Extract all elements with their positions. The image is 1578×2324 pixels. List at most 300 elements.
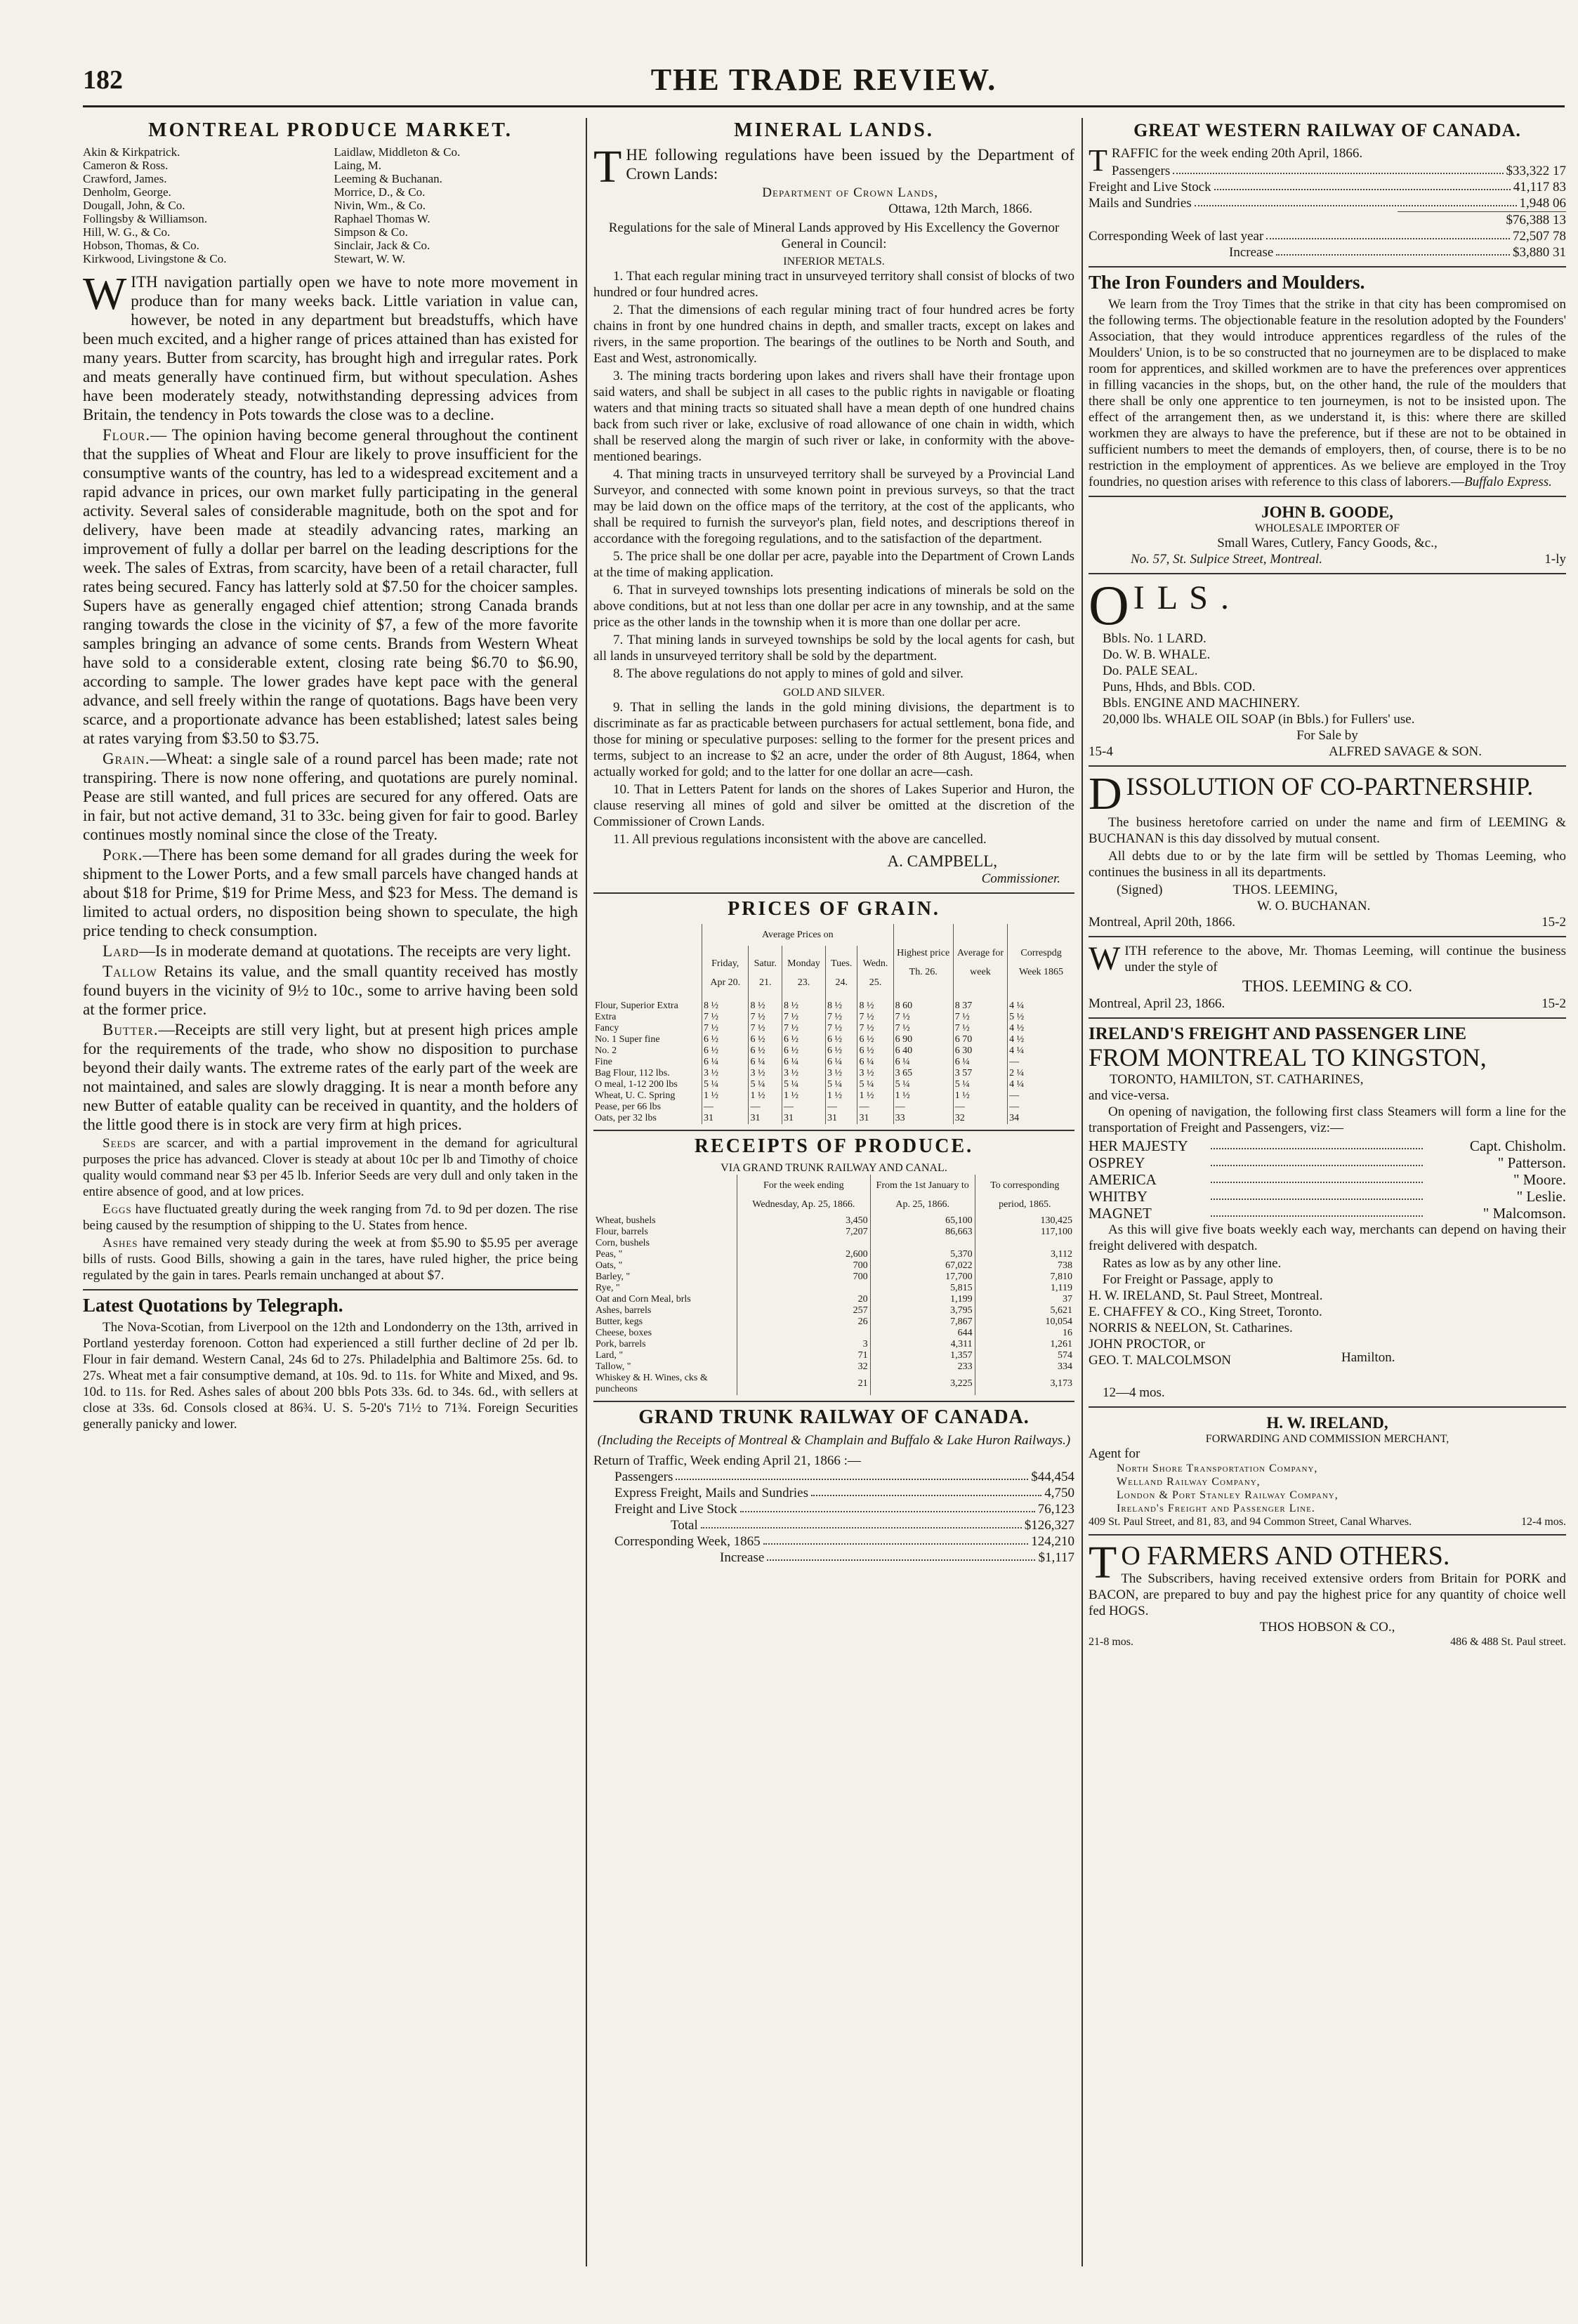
agent-line: GEO. T. MALCOLMSON	[1089, 1353, 1232, 1368]
regulation-paragraph: 11. All previous regulations inconsistent with the above are cancelled.	[613, 832, 987, 847]
signer-title: Commissioner.	[981, 871, 1060, 886]
grain-cell: 6 ¼	[893, 1057, 953, 1068]
grain-row-label: No. 1 Super fine	[595, 1034, 660, 1045]
grain-cell: 1 ½	[893, 1090, 953, 1102]
receipts-cell: 7,810	[975, 1272, 1074, 1283]
oil-item: Do. PALE SEAL.	[1103, 663, 1198, 678]
column-3	[1089, 118, 1566, 1649]
grain-cell: 3 ½	[782, 1068, 826, 1079]
grain-cell: 31	[749, 1113, 782, 1124]
grain-cell: 7 ½	[702, 1023, 749, 1034]
grain-cell: 6 ½	[702, 1045, 749, 1057]
grain-cell: 8 ½	[857, 1001, 893, 1012]
grain-cell: 5 ¼	[749, 1079, 782, 1090]
merchant-name: Raphael Thomas W.	[334, 212, 430, 225]
receipts-cell: 7,207	[737, 1227, 871, 1238]
ship-row	[1089, 1188, 1566, 1205]
oil-item: 20,000 lbs. WHALE OIL SOAP (in Bbls.) for Fullers' use.	[1103, 712, 1415, 727]
receipts-row-label: Ashes, barrels	[596, 1305, 652, 1316]
farmers-body: The Subscribers, having received extensive orders from Britain for PORK and BACON, are prepared to buy and pay the highest price for any quantity of choice well fed HOGS.	[1089, 1571, 1566, 1618]
ireland-line4: and vice-versa.	[1089, 1088, 1169, 1103]
grain-cell: 3 ½	[749, 1068, 782, 1079]
dept-line: Department of Crown Lands,	[762, 185, 939, 200]
merchant-name: Nivin, Wm., & Co.	[334, 199, 426, 212]
grain-col-header: Tues. 24.	[825, 946, 857, 1001]
signer: A. CAMPBELL,	[887, 852, 997, 870]
section-rule	[1089, 1534, 1566, 1536]
grain-cell: 6 ¼	[953, 1057, 1007, 1068]
oils-items	[1089, 630, 1566, 727]
produce-market-title: MONTREAL PRODUCE MARKET.	[148, 119, 513, 141]
receipts-cell: 71	[737, 1350, 871, 1361]
grain-cell: 3 ½	[857, 1068, 893, 1079]
company-name: London & Port Stanley Railway Company,	[1117, 1489, 1339, 1501]
grain-cell: 1 ½	[782, 1090, 826, 1102]
grain-cell: 7 ½	[953, 1023, 1007, 1034]
receipts-cell: 5,370	[870, 1249, 975, 1260]
gtr-row-label: Express Freight, Mails and Sundries	[614, 1486, 809, 1500]
gwr-row-label: Passengers	[1111, 164, 1171, 178]
receipts-cell: 37	[975, 1294, 1074, 1305]
ireland-p2: Rates as low as by any other line.	[1103, 1256, 1282, 1271]
grain-cell: —	[1008, 1102, 1074, 1113]
grain-cell: 8 37	[953, 1001, 1007, 1012]
receipts-cell: 257	[737, 1305, 871, 1316]
agent-line: NORRIS & NEELON, St. Catharines.	[1089, 1321, 1293, 1335]
grain-cell: 4 ½	[1008, 1023, 1074, 1034]
company-name: Welland Railway Company,	[1117, 1476, 1261, 1488]
receipts-row-label: Barley, "	[596, 1272, 631, 1282]
gwr-row-label: Mails and Sundries	[1089, 196, 1192, 211]
receipts-row	[593, 1316, 1074, 1328]
grain-cell: 3 ½	[702, 1068, 749, 1079]
regulation-paragraph: 8. The above regulations do not apply to mines of gold and silver.	[613, 666, 964, 681]
grain-row	[593, 1102, 1074, 1113]
receipts-cell: 1,119	[975, 1283, 1074, 1294]
receipts-row	[593, 1305, 1074, 1316]
grain-cell: 34	[1008, 1113, 1074, 1124]
gold-silver-head: GOLD AND SILVER.	[783, 687, 885, 699]
gtr-row	[614, 1485, 1074, 1501]
grain-row	[593, 1023, 1074, 1034]
grain-cell: 1 ½	[857, 1090, 893, 1102]
grain-cell: 7 ½	[782, 1012, 826, 1023]
grain-row-label: Fine	[595, 1057, 612, 1067]
receipts-row	[593, 1238, 1074, 1249]
oils-seller: 15-4 ALFRED SAVAGE & SON.	[1089, 744, 1482, 759]
ship-captain: " Patterson.	[1497, 1154, 1566, 1171]
receipts-cell: 334	[975, 1361, 1074, 1373]
receipts-cell: 574	[975, 1350, 1074, 1361]
column-2	[593, 118, 1074, 1566]
grain-cell: 4 ¼	[1008, 1045, 1074, 1057]
grain-cell: 4 ¼	[1008, 1001, 1074, 1012]
grain-cell: 6 40	[893, 1045, 953, 1057]
iron-founders-title: The Iron Founders and Moulders.	[1089, 272, 1365, 293]
ship-name: WHITBY	[1089, 1188, 1148, 1205]
goode-line1: WHOLESALE IMPORTER OF	[1254, 522, 1400, 534]
merchant-name: Denholm, George.	[83, 185, 171, 199]
grain-cell: 4 ½	[1008, 1034, 1074, 1045]
receipts-cell: 3,112	[975, 1249, 1074, 1260]
grain-prices-title: PRICES OF GRAIN.	[728, 898, 940, 920]
hw-ireland-name: H. W. IRELAND,	[1266, 1414, 1388, 1432]
merchant-list	[83, 145, 578, 265]
grain-cell: —	[893, 1102, 953, 1113]
grain-cell: —	[857, 1102, 893, 1113]
ship-list	[1089, 1137, 1566, 1222]
receipts-cell: 5,815	[870, 1283, 975, 1294]
merchant-name: Cameron & Ross.	[83, 159, 169, 172]
grain-col-header: Correspdg Week 1865	[1008, 924, 1074, 1001]
hw-ireland-ad	[1089, 1413, 1566, 1529]
grain-cell: 31	[825, 1113, 857, 1124]
grain-cell: 7 ½	[857, 1012, 893, 1023]
latest-quotations-title: Latest Quotations by Telegraph.	[83, 1295, 343, 1316]
seeds-paragraph: Seeds are scarcer, and with a partial improvement in the demand for agricultural purposes the price has advanced. Clover is steady at about 10c per lb and Timothy of choice quality would command near $3 per 45 lb. Inferior Seeds are very dull and only taken in the entire absence of good, and at low prices.	[83, 1136, 578, 1199]
dissolution-ad: DISSOLUTION OF CO-PARTNERSHIP. The business heretofore carried on under the name and firm of LEEMING & BUCHANAN is this day dissolved by mutual consent. All debts due to or by the late firm will be settled by Thomas Leeming, who continues the business in all its departments. (Signed) THOS. LEEMING, W. O. BUCHANAN. Montreal, April 20th, 1866. 15-2	[1089, 768, 1566, 930]
gwr-row	[1089, 195, 1566, 211]
regulation-paragraph: 4. That mining tracts in unsurveyed territory shall be surveyed by a Provincial Land Surveyor, and connected with some known point in previous surveys, so that the tract may be laid down on the office maps of the territory, at the cost of the applicants, who shall be required to furnish the surveyor's plan, field notes, and descriptions thereof in accordance with the foregoing regulations, and to the satisfaction of the department.	[593, 467, 1074, 546]
receipts-table	[593, 1175, 1074, 1395]
inferior-metals-head: INFERIOR METALS.	[783, 256, 885, 268]
grain-row	[593, 1045, 1074, 1057]
receipts-cell: 1,261	[975, 1339, 1074, 1350]
section-rule	[1089, 496, 1566, 497]
grain-cell: 6 ½	[782, 1034, 826, 1045]
receipts-cell: 10,054	[975, 1316, 1074, 1328]
header-rule	[83, 105, 1565, 107]
ship-captain: " Moore.	[1513, 1171, 1566, 1188]
receipts-cell: 700	[737, 1260, 871, 1272]
oils-for-sale: For Sale by	[1296, 728, 1358, 743]
grain-cell: 3 ½	[825, 1068, 857, 1079]
ireland-intro: On opening of navigation, the following first class Steamers will form a line for the transportation of Freight and Passengers, viz:—	[1089, 1104, 1566, 1135]
grain-cell: —	[749, 1102, 782, 1113]
page-number: 182	[83, 65, 123, 95]
grain-cell: 8 ½	[702, 1001, 749, 1012]
grain-paragraph: Grain.—Wheat: a single sale of a round parcel has been made; rate not transpiring. There is now none offering, and quotations are purely nominal. Pease are still wanted, and full prices are secured for any offered. Oats are in fair, but not active demand, 31 to 33c. being given for fair to good. Barley continues mostly nominal since the close of the Treaty.	[83, 750, 578, 843]
receipts-cell: 26	[737, 1316, 871, 1328]
grain-col-header: Monday 23.	[782, 946, 826, 1001]
grain-cell: 3 65	[893, 1068, 953, 1079]
grain-cell: —	[953, 1102, 1007, 1113]
gtr-increase: Increase $1,117	[720, 1550, 1074, 1565]
gwr-title: GREAT WESTERN RAILWAY OF CANADA.	[1133, 120, 1521, 140]
gtr-row-value: 4,750	[1044, 1486, 1074, 1500]
receipts-row	[593, 1249, 1074, 1260]
section-rule	[1089, 1406, 1566, 1408]
receipts-row	[593, 1328, 1074, 1339]
grain-cell: —	[825, 1102, 857, 1113]
grain-cell: —	[1008, 1090, 1074, 1102]
ship-row	[1089, 1154, 1566, 1171]
oil-item: Do. W. B. WHALE.	[1103, 647, 1211, 662]
column-rule-1	[586, 118, 587, 2266]
receipts-cell: 1,357	[870, 1350, 975, 1361]
grain-cell: 7 ½	[825, 1023, 857, 1034]
gwr-row	[1089, 179, 1566, 195]
merchant-name: Sinclair, Jack & Co.	[334, 239, 430, 252]
merchant-name: Crawford, James.	[83, 172, 167, 185]
receipts-row-label: Rye, "	[596, 1283, 620, 1293]
oil-item: Puns, Hhds, and Bbls. COD.	[1103, 680, 1256, 694]
grain-cell: 6 ¼	[782, 1057, 826, 1068]
receipts-cell: 700	[737, 1272, 871, 1283]
receipts-cell: 117,100	[975, 1227, 1074, 1238]
gtr-row-label: Passengers	[614, 1470, 673, 1484]
merchant-name: Simpson & Co.	[334, 225, 408, 239]
eggs-paragraph: Eggs have fluctuated greatly during the week ranging from 7d. to 9d per dozen. The rise being caused by the resumption of shipping to the U. States from hence.	[83, 1202, 578, 1233]
dropcap: W	[83, 268, 127, 319]
ireland-code: 12—4 mos.	[1103, 1385, 1165, 1400]
receipts-row-label: Tallow, "	[596, 1361, 631, 1372]
receipts-cell: 2,600	[737, 1249, 871, 1260]
receipts-col-header: To corresponding period, 1865.	[975, 1175, 1074, 1215]
grain-cell: 7 ½	[782, 1023, 826, 1034]
grain-cell: 7 ½	[749, 1023, 782, 1034]
agent-line: H. W. IRELAND, St. Paul Street, Montreal.	[1089, 1288, 1323, 1303]
grain-cell: 31	[782, 1113, 826, 1124]
gtr-total: Total $126,327	[671, 1518, 1074, 1533]
leeming-firm: THOS. LEEMING & CO.	[1242, 977, 1413, 995]
receipts-row	[593, 1272, 1074, 1283]
regulation-paragraph: 1. That each regular mining tract in unsurveyed territory shall consist of blocks of two hundred or four hundred acres.	[593, 269, 1074, 300]
hw-ireland-agent: Agent for	[1089, 1446, 1140, 1461]
grain-cell: 31	[702, 1113, 749, 1124]
section-rule	[1089, 573, 1566, 574]
grain-cell: 33	[893, 1113, 953, 1124]
grain-row-label: Oats, per 32 lbs	[595, 1113, 657, 1123]
agent-line: JOHN PROCTOR, or	[1089, 1337, 1205, 1352]
receipts-cell	[737, 1283, 871, 1294]
grain-cell: 5 ½	[1008, 1012, 1074, 1023]
grain-cell: 2 ¼	[1008, 1068, 1074, 1079]
gwr-intro: TRAFFIC for the week ending 20th April, 1866.	[1089, 143, 1363, 178]
goode-address: No. 57, St. Sulpice Street, Montreal. 1-ly	[1131, 552, 1566, 567]
ship-name: MAGNET	[1089, 1205, 1152, 1222]
receipts-cell	[975, 1238, 1074, 1249]
grain-row	[593, 1001, 1074, 1012]
grain-cell: 5 ¼	[825, 1079, 857, 1090]
gwr-rows	[1089, 163, 1566, 211]
gwr-row	[1112, 163, 1566, 179]
hw-ireland-companies	[1089, 1462, 1566, 1515]
ireland-p3: For Freight or Passage, apply to	[1103, 1272, 1273, 1287]
grain-col-header: Satur. 21.	[749, 946, 782, 1001]
receipts-cell: 21	[737, 1373, 871, 1395]
gwr-row-value: 1,948 06	[1519, 196, 1566, 211]
grain-cell: 6 ½	[857, 1034, 893, 1045]
regulation-paragraph: 10. That in Letters Patent for lands on the shores of Lakes Superior and Huron, the clause reserving all mines of gold and silver be omitted at the discretion of the Commissioner of Crown Lands.	[593, 782, 1074, 829]
receipts-row	[593, 1339, 1074, 1350]
receipts-cell	[737, 1328, 871, 1339]
grain-cell: 6 ¼	[857, 1057, 893, 1068]
produce-intro: WITH navigation partially open we have to note more movement in produce than for many weeks back. Little variation in value can, however, be noted in any department but breadstuffs, which have been much excited, and a higher range of prices attained than has existed for many years. Butter from scarcity, has brought high and irregular rates. Pork and meats generally have continued firm, but without speculation. Ashes have been moderately steady, notwithstanding depressing advices from Britain, the tendency in Pots towards the close was to a decline.	[83, 268, 578, 423]
ireland-line3: TORONTO, HAMILTON, ST. CATHARINES,	[1110, 1072, 1364, 1087]
grain-cell: 5 ¼	[953, 1079, 1007, 1090]
grain-row	[593, 1079, 1074, 1090]
grain-row-label: Pease, per 66 lbs	[595, 1102, 662, 1112]
receipts-row	[593, 1260, 1074, 1272]
regulation-paragraph: 7. That mining lands in surveyed townships be sold by the local agents for cash, but all lands in unsurveyed territory shall be sold by the department.	[593, 633, 1074, 663]
receipts-row	[593, 1227, 1074, 1238]
grain-cell: 5 ¼	[893, 1079, 953, 1090]
grain-cell: 7 ½	[749, 1012, 782, 1023]
merchant-name: Kirkwood, Livingstone & Co.	[83, 252, 227, 265]
regulation-paragraph: 3. The mining tracts bordering upon lakes and rivers shall have their frontage upon said waters, and shall be subject in all cases to the public rights in navigable or floating waters and that mining tracts so situated shall have a mean depth of one hundred chains back from such river or lake, exclusive of road allowance of one chain in width, which shall be reserved along the margin of such river or lake, in conformity with the above-mentioned bearings.	[593, 369, 1074, 464]
merchant-name: Akin & Kirkpatrick.	[83, 145, 180, 159]
gwr-row-value: $33,322 17	[1506, 164, 1566, 178]
iron-founders-body: We learn from the Troy Times that the strike in that city has been compromised on the following terms. The objectionable feature in the resolution adopted by the Founders' Association, that they would introduce apprentices regardless of the rules of the Moulders' Union, is to be so constructed that no journeymen are to be displaced to make room for apprentices, and skilled workmen are to have the preferences over apprentices in filling vacancies in the shops, but, on the other hand, the rule of the moulders that there shall be only one apprentice to ten journeymen, is not to be insisted upon. The effect of the arrangement then, as we understand it, is this: where there are skilled workmen they are always to have the preference, but if these are not to be obtained in sufficient numbers to meet the demands of employers, then, of course, there is to be no restriction in the employment of apprentices. As we believe are employed in the Troy foundries, no question arises with reference to this class of laborers.—Buffalo Express.	[1089, 297, 1566, 489]
merchant-name: Follingsby & Williamson.	[83, 212, 208, 225]
grain-cell: 5 ¼	[782, 1079, 826, 1090]
grain-cell: 6 ½	[782, 1045, 826, 1057]
section-rule	[83, 1289, 578, 1290]
receipts-row-label: Oats, "	[596, 1260, 623, 1271]
grain-cell: 8 60	[893, 1001, 953, 1012]
gtr-row-value: $44,454	[1031, 1470, 1074, 1484]
tallow-paragraph: Tallow Retains its value, and the small quantity received has mostly found buyers in the vicinity of 9½ to 10c., some to arrive having been sold at the former price.	[83, 963, 578, 1018]
gwr-corresponding: Corresponding Week of last year 72,507 78	[1089, 229, 1566, 244]
grain-cell: —	[702, 1102, 749, 1113]
farmers-firm: THOS HOBSON & CO.,	[1259, 1620, 1395, 1635]
ship-captain: " Leslie.	[1516, 1188, 1566, 1205]
receipts-cell: 3,173	[975, 1373, 1074, 1395]
mineral-intro: THE following regulations have been issued by the Department of Crown Lands:	[593, 141, 1074, 192]
merchant-name: Laidlaw, Middleton & Co.	[334, 145, 461, 159]
ireland-line2: FROM MONTREAL TO KINGSTON,	[1089, 1043, 1487, 1071]
receipts-row-label: Wheat, bushels	[596, 1215, 656, 1226]
column-rule-2	[1081, 118, 1083, 2266]
receipts-row	[593, 1361, 1074, 1373]
grain-cell: 7 ½	[702, 1012, 749, 1023]
oil-item: Bbls. No. 1 LARD.	[1103, 631, 1206, 646]
section-rule	[1089, 1017, 1566, 1019]
gwr-increase: Increase $3,880 31	[1229, 245, 1566, 260]
receipts-row-label: Flour, barrels	[596, 1227, 648, 1237]
receipts-row-label: Whiskey & H. Wines, cks & puncheons	[596, 1373, 708, 1394]
ship-captain: Capt. Chisholm.	[1469, 1137, 1566, 1154]
butter-paragraph: Butter.—Receipts are still very light, but at present high prices ample for the requirements of the trade, who show no disposition to purchase beyond their daily wants. The extreme rates of the early part of the week are not maintained, and sales are slowly dragging. It is near a month before any new Butter of eatable quality can be received in quantity, and the holders of the little good there is in stock are very firm at high prices.	[83, 1021, 578, 1133]
receipts-row	[593, 1215, 1074, 1227]
lard-paragraph: Lard—Is in moderate demand at quotations. The receipts are very light.	[103, 942, 572, 960]
merchant-name: Laing, M.	[334, 159, 382, 172]
grain-cell: 1 ½	[702, 1090, 749, 1102]
merchant-name: Dougall, John, & Co.	[83, 199, 185, 212]
oils-ad: O I L S . Bbls. No. 1 LARD. Do. W. B. WHALE. Do. PALE SEAL. Puns, Hhds, and Bbls. COD. Bbls. ENGINE AND MACHINERY. 20,000 lbs. WHALE OIL SOAP (in Bbls.) for Fullers' use. For Sale by 15-4 ALFRED SAVAGE & SON.	[1089, 580, 1566, 760]
receipts-col-header: From the 1st January to Ap. 25, 1866.	[870, 1175, 975, 1215]
receipts-cell: 67,022	[870, 1260, 975, 1272]
page-header	[83, 58, 1565, 100]
receipts-cell: 17,700	[870, 1272, 975, 1283]
dissolution-sig2: W. O. BUCHANAN.	[1257, 899, 1371, 913]
gwr-row-value: 41,117 83	[1513, 180, 1566, 194]
dissolution-p1: The business heretofore carried on under the name and firm of LEEMING & BUCHANAN is this day dissolved by mutual consent.	[1089, 815, 1566, 846]
grain-cell: —	[782, 1102, 826, 1113]
grain-cell: 1 ½	[953, 1090, 1007, 1102]
grain-col-header: Highest price Th. 26.	[893, 924, 953, 1001]
receipts-cell: 233	[870, 1361, 975, 1373]
dissolution-date: Montreal, April 20th, 1866. 15-2	[1089, 915, 1566, 930]
regulation-paragraph: 5. The price shall be one dollar per acre, payable into the Department of Crown Lands at the time of making application.	[593, 549, 1074, 580]
ship-row	[1089, 1137, 1566, 1154]
grain-cell: 6 ½	[857, 1045, 893, 1057]
grain-cell: 6 ¼	[825, 1057, 857, 1068]
gold-regulations	[593, 699, 1074, 847]
grain-col-header: Wedn. 25.	[857, 946, 893, 1001]
grain-cell: 7 ½	[857, 1023, 893, 1034]
grain-row-label: Bag Flour, 112 lbs.	[595, 1068, 670, 1078]
agent-list	[1089, 1288, 1566, 1385]
grain-row-label: Flour, Superior Extra	[595, 1001, 678, 1011]
section-rule	[1089, 765, 1566, 767]
farmers-address: 21-8 mos. 486 & 488 St. Paul street.	[1089, 1636, 1566, 1648]
oil-item: Bbls. ENGINE AND MACHINERY.	[1103, 696, 1300, 711]
receipts-title: RECEIPTS OF PRODUCE.	[694, 1135, 974, 1157]
ireland-p1: As this will give five boats weekly each way, merchants can depend on having their freight delivered with despatch.	[1089, 1222, 1566, 1253]
grain-row-label: Fancy	[595, 1023, 619, 1034]
ship-row	[1089, 1171, 1566, 1188]
merchant-name: Hobson, Thomas, & Co.	[83, 239, 199, 252]
section-rule	[593, 1401, 1074, 1402]
gtr-row-value: 76,123	[1037, 1502, 1074, 1517]
ship-row	[1089, 1205, 1566, 1222]
grain-cell: 8 ½	[825, 1001, 857, 1012]
receipts-row-label: Corn, bushels	[596, 1238, 650, 1248]
receipts-cell	[870, 1238, 975, 1249]
gtr-row-label: Freight and Live Stock	[614, 1502, 737, 1517]
ship-captain: " Malcomson.	[1482, 1205, 1566, 1222]
receipts-row-label: Pork, barrels	[596, 1339, 646, 1349]
receipts-row	[593, 1294, 1074, 1305]
ship-name: OSPREY	[1089, 1154, 1145, 1171]
goode-line2: Small Wares, Cutlery, Fancy Goods, &c.,	[1217, 536, 1438, 550]
running-head: THE TRADE REVIEW.	[650, 62, 997, 97]
merchant-name: Hill, W. G., & Co.	[83, 225, 171, 239]
grain-cell: 32	[953, 1113, 1007, 1124]
dissolution-signed: (Signed) THOS. LEEMING,	[1117, 883, 1338, 897]
receipts-cell: 644	[870, 1328, 975, 1339]
ship-name: AMERICA	[1089, 1171, 1157, 1188]
receipts-row-label: Lard, "	[596, 1350, 624, 1361]
gtr-row	[614, 1501, 1074, 1517]
grain-row	[593, 1113, 1074, 1124]
grain-cell: 8 ½	[749, 1001, 782, 1012]
receipts-cell	[737, 1238, 871, 1249]
grain-prices-table	[593, 924, 1074, 1124]
hw-ireland-line: FORWARDING AND COMMISSION MERCHANT,	[1205, 1433, 1449, 1445]
receipts-cell: 738	[975, 1260, 1074, 1272]
receipts-row-label: Oat and Corn Meal, brls	[596, 1294, 691, 1305]
leeming-ad: WITH reference to the above, Mr. Thomas Leeming, will continue the business under the style of THOS. LEEMING & CO. Montreal, April 23, 1866. 15-2	[1089, 940, 1566, 1011]
ireland-line1: IRELAND'S FREIGHT AND PASSENGER LINE	[1089, 1024, 1467, 1043]
grain-cell: 6 70	[953, 1034, 1007, 1045]
receipts-cell: 3,450	[737, 1215, 871, 1227]
grain-cell: 8 ½	[782, 1001, 826, 1012]
receipts-subtitle: VIA GRAND TRUNK RAILWAY AND CANAL.	[721, 1162, 947, 1174]
receipts-cell: 5,621	[975, 1305, 1074, 1316]
gwr-row-label: Freight and Live Stock	[1089, 180, 1211, 194]
leeming-date: Montreal, April 23, 1866. 15-2	[1089, 996, 1566, 1011]
section-rule	[1089, 936, 1566, 937]
receipts-cell: 3,795	[870, 1305, 975, 1316]
gtr-return-label: Return of Traffic, Week ending April 21, 1866 :—	[593, 1453, 861, 1468]
dept-date: Ottawa, 12th March, 1866.	[888, 202, 1032, 216]
receipts-cell: 1,199	[870, 1294, 975, 1305]
receipts-cell: 16	[975, 1328, 1074, 1339]
agent-hamilton: Hamilton.	[1341, 1350, 1395, 1365]
